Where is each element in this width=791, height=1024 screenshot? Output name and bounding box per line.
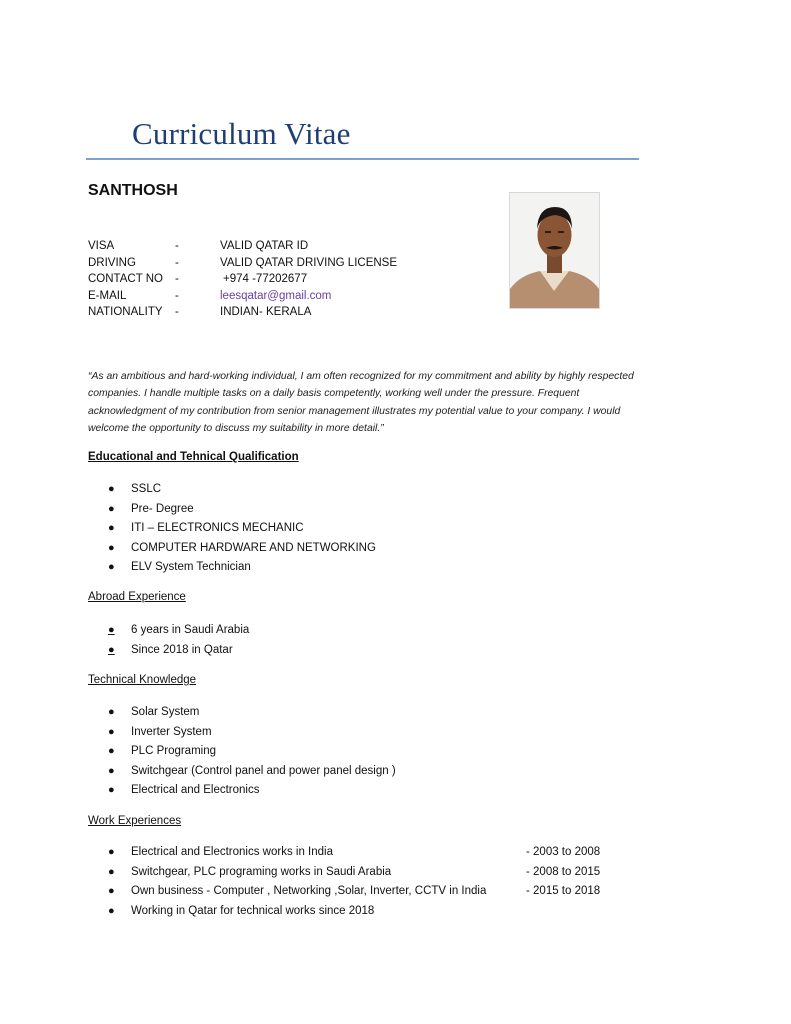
bullet-icon: ● [108,725,115,738]
bullet-icon: ● [108,624,115,636]
list-item-text: Since 2018 in Qatar [131,643,233,656]
bullet-icon: ● [108,706,115,718]
bullet-icon: ● [108,885,115,897]
list-item-text: COMPUTER HARDWARE AND NETWORKING [131,541,376,554]
profile-summary: “As an ambitious and hard-working individual, I am often recognized for my commitment and ability by highly respected companies. I handle multiple tasks on a daily basis competently, working well under the pressure. Frequent acknowledgment of my contribution from senior management illustrates my potential value to your company. I would welcome the opportunity to discuss my suitability in more detail.” [88,371,634,434]
bullet-icon: ● [108,522,115,534]
profile-photo [509,192,600,309]
education-heading: Educational and Tehnical Qualification [88,451,299,463]
list-item-text: ITI – ELECTRONICS MECHANIC [131,522,304,534]
info-label: CONTACT NO [88,273,163,285]
profile-photo-image [510,193,599,308]
work-item-text: Own business - Computer , Networking ,Solar, Inverter, CCTV in India [131,885,487,897]
info-label: VISA [88,240,115,252]
list-item-text: Pre- Degree [131,502,194,515]
bullet-icon: ● [108,502,115,515]
info-separator: - [175,256,179,269]
work-item-period: - 2015 to 2018 [526,885,601,897]
work-item-period: - 2003 to 2008 [526,846,601,858]
info-separator: - [175,240,179,252]
info-value: +974 -77202677 [223,273,308,285]
abroad-heading: Abroad Experience [88,591,186,603]
info-separator: - [175,273,179,285]
info-value: VALID QATAR DRIVING LICENSE [220,256,398,269]
list-item-text: Switchgear (Control panel and power panel design ) [131,764,396,777]
work-item-text: Electrical and Electronics works in India [131,846,333,858]
info-value: VALID QATAR ID [220,240,309,252]
email-link[interactable]: leesqatar@gmail.com [220,289,332,302]
list-item-text: SSLC [131,483,162,495]
work-item-period: - 2008 to 2015 [526,865,601,878]
bullet-icon: ● [108,764,115,777]
list-item-text: Inverter System [131,725,212,738]
info-separator: - [175,289,179,302]
info-label: DRIVING [88,256,136,269]
candidate-name: SANTHOSH [88,182,178,199]
info-label: E-MAIL [88,289,127,302]
bullet-icon: ● [108,541,115,554]
bullet-icon: ● [108,745,115,757]
list-item-text: Solar System [131,706,200,718]
list-item-text: Electrical and Electronics [131,784,260,796]
title-underline [86,158,639,160]
bullet-icon: ● [108,561,115,573]
bullet-icon: ● [108,483,115,495]
list-item-text: ELV System Technician [131,561,251,573]
bullet-icon: ● [108,904,115,917]
info-separator: - [175,306,179,318]
work-item-text: Working in Qatar for technical works since 2018 [131,904,375,917]
work-item-text: Switchgear, PLC programing works in Saudi Arabia [131,865,392,878]
bullet-icon: ● [108,865,115,878]
bullet-icon: ● [108,784,115,796]
list-item-text: 6 years in Saudi Arabia [131,624,250,636]
technical-heading: Technical Knowledge [88,674,197,686]
work-heading: Work Experiences [88,815,182,827]
info-value: INDIAN- KERALA [220,306,312,318]
document-title: Curriculum Vitae [132,116,351,151]
info-label: NATIONALITY [88,306,163,318]
list-item-text: PLC Programing [131,745,217,757]
bullet-icon: ● [108,643,115,656]
bullet-icon: ● [108,846,115,858]
